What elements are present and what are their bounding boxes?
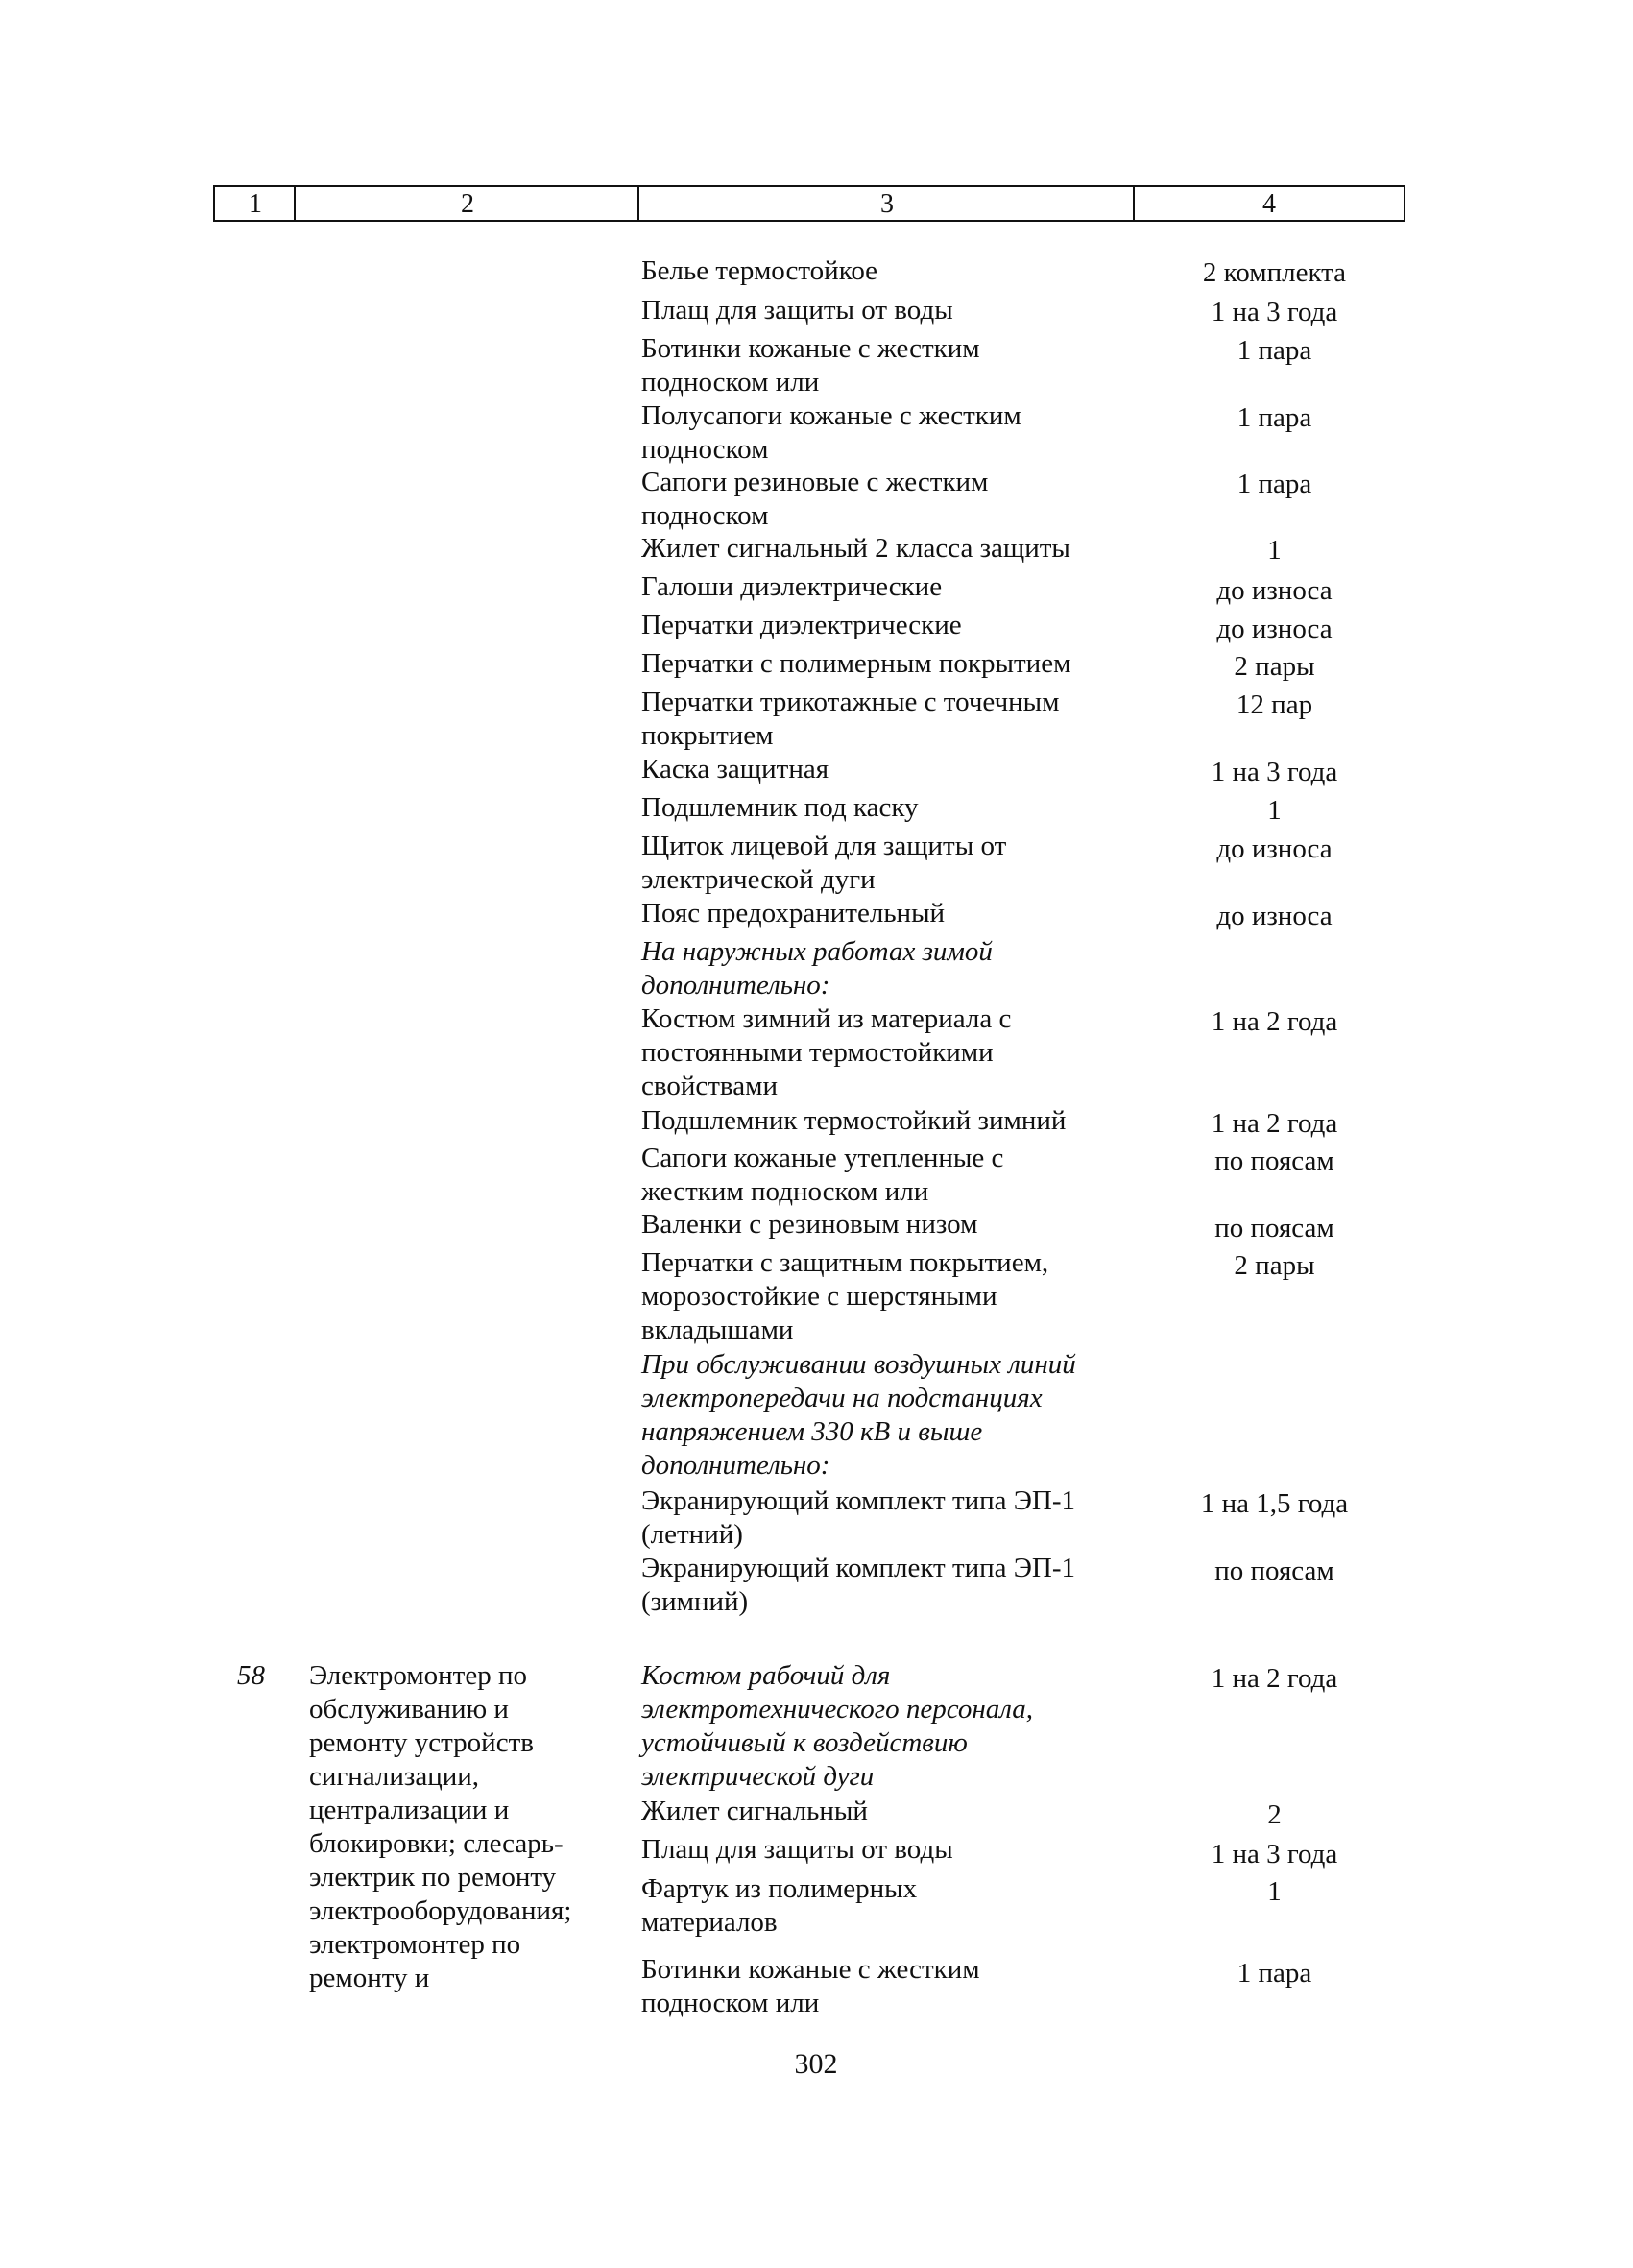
item-name: Белье термостойкое xyxy=(641,255,878,286)
section-note: На наружных работах зимой дополнительно: xyxy=(641,936,993,1001)
item-quantity: по поясам xyxy=(1214,1556,1334,1586)
header-col-1: 1 xyxy=(249,189,262,219)
item-name: Плащ для защиты от воды xyxy=(641,295,953,326)
item-name: Фартук из полимерных материалов xyxy=(641,1873,918,1938)
item-quantity: 2 пары xyxy=(1234,651,1315,682)
item-name: Пояс предохранительный xyxy=(641,898,946,929)
header-col-2: 2 xyxy=(461,189,474,219)
item-name: Перчатки диэлектрические xyxy=(641,610,962,640)
item-quantity: по поясам xyxy=(1214,1213,1334,1243)
item-name: Галоши диэлектрические xyxy=(641,571,943,602)
item-quantity: 2 xyxy=(1267,1799,1282,1830)
item-name: Жилет сигнальный 2 класса защиты xyxy=(641,533,1070,564)
item-name: Костюм рабочий для электротехнического персонала, устойчивый к воздействию электрической дуги xyxy=(641,1660,1033,1792)
item-quantity: 1 на 3 года xyxy=(1211,297,1338,327)
item-name: Перчатки трикотажные с точечным покрытием xyxy=(641,687,1060,751)
item-quantity: до износа xyxy=(1216,575,1333,606)
item-name: Сапоги резиновые с жестким подноском xyxy=(641,467,989,531)
item-quantity: 2 комплекта xyxy=(1202,257,1347,288)
item-quantity: 12 пар xyxy=(1236,689,1313,720)
item-name: Сапоги кожаные утепленные с жестким подноском или xyxy=(641,1143,1004,1207)
item-name: Щиток лицевой для защиты от электрической дуги xyxy=(641,831,1007,895)
item-name: Жилет сигнальный xyxy=(641,1796,868,1826)
item-name: Валенки с резиновым низом xyxy=(641,1209,978,1240)
item-quantity: 1 на 2 года xyxy=(1211,1006,1338,1037)
section-note: При обслуживании воздушных линий электропередачи на подстанциях напряжением 330 кВ и выше дополнительно: xyxy=(641,1349,1076,1481)
profession-name: Электромонтер по обслуживанию и ремонту устройств сигнализации, централизации и блокировки; слесарь- электрик по ремонту электрооборудования; электромонтер по ремонту и xyxy=(309,1660,572,1993)
item-quantity: до износа xyxy=(1216,901,1333,931)
item-name: Экранирующий комплект типа ЭП-1 (летний) xyxy=(641,1485,1076,1550)
header-col-4: 4 xyxy=(1262,189,1276,219)
item-quantity: 1 пара xyxy=(1237,402,1312,433)
item-name: Экранирующий комплект типа ЭП-1 (зимний) xyxy=(641,1553,1076,1617)
table-header-row xyxy=(213,185,1405,222)
item-quantity: 1 на 3 года xyxy=(1211,1839,1338,1870)
item-name: Подшлемник под каску xyxy=(641,792,919,823)
item-name: Ботинки кожаные с жестким подноском или xyxy=(641,333,980,398)
entry-number: 58 xyxy=(237,1660,265,1691)
item-quantity: 1 на 1,5 года xyxy=(1200,1488,1349,1519)
item-name: Плащ для защиты от воды xyxy=(641,1834,953,1865)
item-name: Каска защитная xyxy=(641,754,829,784)
item-name: Ботинки кожаные с жестким подноском или xyxy=(641,1954,980,2018)
header-col-3: 3 xyxy=(880,189,894,219)
item-quantity: 1 на 2 года xyxy=(1211,1108,1338,1139)
page-number: 302 xyxy=(794,2048,838,2080)
item-quantity: 1 xyxy=(1267,795,1282,826)
item-quantity: 1 пара xyxy=(1237,1958,1312,1989)
item-quantity: 1 xyxy=(1267,1876,1282,1907)
item-name: Полусапоги кожаные с жестким подноском xyxy=(641,400,1021,465)
item-quantity: по поясам xyxy=(1214,1146,1334,1176)
item-quantity: 2 пары xyxy=(1234,1250,1315,1281)
item-quantity: 1 xyxy=(1267,535,1282,566)
item-name: Перчатки с защитным покрытием, морозостойкие с шерстяными вкладышами xyxy=(641,1247,1049,1345)
item-name: Подшлемник термостойкий зимний xyxy=(641,1105,1067,1136)
item-quantity: 1 пара xyxy=(1237,469,1312,499)
item-name: Костюм зимний из материала с постоянными термостойкими свойствами xyxy=(641,1003,1012,1101)
item-name: Перчатки с полимерным покрытием xyxy=(641,648,1071,679)
item-quantity: 1 пара xyxy=(1237,335,1312,366)
item-quantity: 1 на 2 года xyxy=(1211,1663,1338,1694)
item-quantity: до износа xyxy=(1216,833,1333,864)
item-quantity: 1 на 3 года xyxy=(1211,757,1338,787)
item-quantity: до износа xyxy=(1216,614,1333,644)
